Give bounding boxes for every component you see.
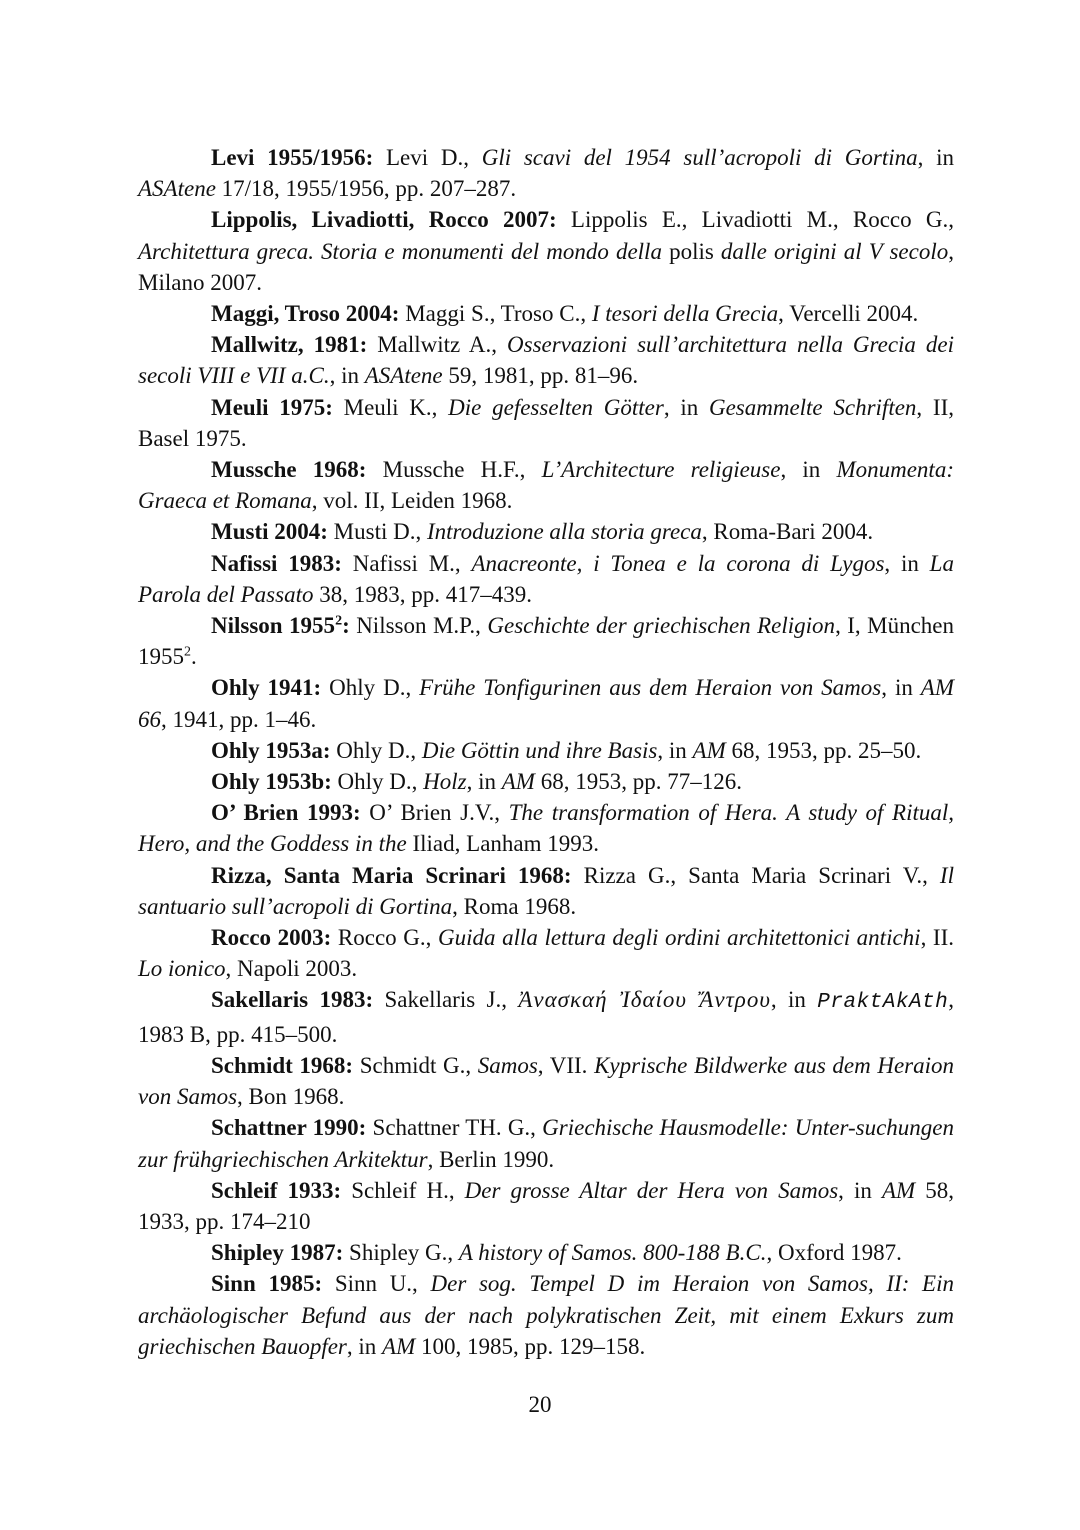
entry-text: , in xyxy=(657,737,693,763)
entry-title: Holz xyxy=(423,769,467,795)
bibliography-entry xyxy=(138,548,954,610)
entry-title: Introduzione alla storia greca xyxy=(426,519,702,545)
entry-text: , in xyxy=(881,675,921,701)
entry-text: , Vercelli 2004. xyxy=(778,301,919,327)
entry-key xyxy=(211,207,557,232)
entry-key xyxy=(211,551,342,576)
bibliography-entry xyxy=(138,1112,954,1174)
page-number: 20 xyxy=(528,1392,552,1417)
entry-text: Sinn U., xyxy=(322,1271,431,1297)
entry-key-text: Schattner 1990: xyxy=(211,1115,367,1141)
entry-key xyxy=(211,1053,353,1078)
entry-title: I tesori della Grecia xyxy=(591,301,779,327)
entry-title: The transformation of Hera. A study of Ritual, Hero, and the Goddess in the xyxy=(138,800,954,857)
entry-title: PraktAkAth xyxy=(817,991,949,1015)
entry-title: Der sog. Tempel D im Heraion von Samos, II: Ein archäologischer Befund aus der nach polykratischen Zeit, mit einem Exkurs zum griechischen Bauopfer xyxy=(138,1271,954,1359)
entry-key-text: Lippolis, Livadiotti, Rocco 2007: xyxy=(211,207,557,233)
entry-superscript: 2 xyxy=(184,644,191,660)
bibliography-entry xyxy=(138,860,954,922)
entry-text: , Napoli 2003. xyxy=(225,956,358,982)
entry-text: 68, 1953, pp. 25–50. xyxy=(725,737,922,763)
entry-key-text: Ohly 1941: xyxy=(211,675,322,701)
entry-text: , I, München 1955 xyxy=(138,613,955,670)
entry-title: AM xyxy=(501,769,535,795)
entry-key xyxy=(211,332,367,357)
entry-key xyxy=(211,301,399,326)
entry-text: , II, Basel 1975. xyxy=(138,394,954,451)
entry-title: Anacreonte, i Tonea e la corona di Lygos xyxy=(471,550,885,576)
entry-text: Ohly D., xyxy=(321,675,420,701)
entry-text: , Bon 1968. xyxy=(237,1084,345,1110)
bibliography-entry xyxy=(138,610,954,672)
entry-text: , in xyxy=(780,457,837,483)
entry-text: , in xyxy=(838,1177,882,1203)
entry-key xyxy=(211,1240,343,1265)
entry-key-text: Sinn 1985: xyxy=(211,1271,323,1297)
entry-key xyxy=(211,800,361,825)
bibliography-entry xyxy=(138,329,954,391)
entry-text: Sakellaris J., xyxy=(373,987,519,1013)
entry-text: , Roma 1968. xyxy=(452,893,577,919)
entry-text: 59, 1981, pp. 81–96. xyxy=(442,363,639,389)
entry-title: Samos xyxy=(477,1052,538,1078)
entry-text: , Roma-Bari 2004. xyxy=(701,519,874,545)
entry-text: , in xyxy=(663,394,709,420)
entry-text: O’ Brien J.V., xyxy=(360,800,509,826)
entry-key xyxy=(211,1271,322,1296)
entry-text: Nafissi M., xyxy=(341,550,472,576)
entry-key-text: Ohly 1953b: xyxy=(211,769,332,795)
entry-text: Rocco G., xyxy=(331,925,438,951)
entry-text: Schattner TH. G., xyxy=(366,1115,543,1141)
entry-title: ASAtene xyxy=(138,176,216,202)
entry-title: Geschichte der griechischen Religion xyxy=(487,613,836,639)
bibliography-entry xyxy=(138,1268,954,1362)
entry-text: , in xyxy=(770,987,818,1013)
bibliography-entry xyxy=(138,454,954,516)
entry-key xyxy=(211,675,321,700)
entry-title: ASAtene xyxy=(364,363,443,389)
bibliography-entry xyxy=(138,672,954,734)
entry-title: Monumenta: Graeca et Romana xyxy=(138,457,954,514)
entry-text: , in xyxy=(329,363,365,389)
entry-text: , 1941, pp. 1–46. xyxy=(161,706,317,732)
entry-key-text: Sakellaris 1983: xyxy=(211,987,374,1013)
entry-key-text: Mallwitz, 1981: xyxy=(211,332,368,358)
bibliography-entry xyxy=(138,766,954,797)
entry-key xyxy=(211,613,350,638)
entry-title: Die Göttin und ihre Basis xyxy=(421,737,658,763)
entry-key-text: Levi 1955/1956: xyxy=(211,145,374,170)
entry-title: Guida alla lettura degli ordini architettonici antichi xyxy=(438,925,921,951)
bibliography-entry xyxy=(138,516,954,547)
entry-key xyxy=(211,863,572,888)
entry-key-text: Meuli 1975: xyxy=(211,394,333,420)
entry-text: , in xyxy=(884,550,930,576)
entry-text: Schleif H., xyxy=(341,1177,465,1203)
entry-title: Ἀνασκαή Ἰδαίου Ἄντρου xyxy=(518,987,771,1013)
entry-key-superscript: 2 xyxy=(335,613,343,629)
bibliography-entry xyxy=(138,1237,954,1268)
entry-key xyxy=(211,1178,341,1203)
bibliography-entry xyxy=(138,298,954,329)
entry-text: , 1983 B, pp. 415–500. xyxy=(138,987,955,1047)
entry-title: Osservazioni sull’architettura nella Grecia dei secoli VIII e VII a.C. xyxy=(138,332,954,389)
entry-key-text: Rizza, Santa Maria Scrinari 1968: xyxy=(211,862,572,888)
entry-text: Iliad xyxy=(412,831,455,857)
entry-text: , vol. II, Leiden 1968. xyxy=(311,488,513,514)
entry-title: L’Architecture religieuse xyxy=(541,457,781,483)
entry-key-colon: : xyxy=(342,613,350,639)
entry-title: Gli scavi del 1954 sull’acropoli di Gortina xyxy=(481,145,918,170)
entry-text: 58, 1933, pp. 174–210 xyxy=(138,1177,955,1234)
entry-key-text: Nilsson 1955 xyxy=(211,613,336,639)
entry-title: La Parola del Passato xyxy=(138,550,954,607)
entry-key xyxy=(211,987,373,1012)
entry-text: Mallwitz A., xyxy=(367,332,508,358)
entry-key-text: Shipley 1987: xyxy=(211,1240,344,1266)
entry-text: Shipley G., xyxy=(343,1240,459,1266)
bibliography-entry xyxy=(138,1050,954,1112)
entry-title: Il santuario sull’acropoli di Gortina xyxy=(138,862,954,919)
entry-text: 68, 1953, pp. 77–126. xyxy=(534,769,742,795)
entry-text: Nilsson M.P., xyxy=(349,613,488,639)
bibliography-entry xyxy=(138,922,954,984)
entry-key xyxy=(211,519,328,544)
entry-title: Lo ionico xyxy=(138,956,226,982)
entry-key xyxy=(211,1115,366,1140)
bibliography-entry xyxy=(138,797,954,859)
entry-text: , in xyxy=(466,769,502,795)
entry-title: Frühe Tonfigurinen aus dem Heraion von Samos xyxy=(419,675,882,701)
entry-key-text: Rocco 2003: xyxy=(211,925,332,951)
bibliography-entry xyxy=(138,392,954,454)
entry-text: Levi D., xyxy=(373,145,482,170)
entry-key-text: Ohly 1953a: xyxy=(211,737,331,763)
bibliography-list xyxy=(138,142,954,1362)
bibliography-entry xyxy=(138,142,954,204)
entry-title: AM xyxy=(382,1333,416,1359)
entry-title: A history of Samos. 800-188 B.C. xyxy=(458,1240,767,1266)
entry-title: AM xyxy=(692,737,726,763)
entry-key-text: Mussche 1968: xyxy=(211,457,367,483)
entry-key-text: Maggi, Troso 2004: xyxy=(211,301,400,327)
entry-text: Musti D., xyxy=(327,519,427,545)
entry-text: Ohly D., xyxy=(330,737,422,763)
entry-text: Mussche H.F., xyxy=(366,457,542,483)
entry-title: dalle origini al V secolo xyxy=(713,238,949,264)
entry-title: Architettura greca. Storia e monumenti del mondo della xyxy=(138,238,670,264)
entry-title: Kyprische Bildwerke aus dem Heraion von Samos xyxy=(138,1052,954,1110)
entry-text: , in xyxy=(346,1333,383,1359)
entry-text: , Oxford 1987. xyxy=(766,1240,902,1266)
bibliography-entry xyxy=(138,984,954,1049)
entry-title: AM 66 xyxy=(138,675,955,732)
entry-text: , Lanham 1993. xyxy=(454,831,599,857)
entry-text: , Berlin 1990. xyxy=(427,1146,555,1172)
bibliography-entry xyxy=(138,735,954,766)
bibliography-entry xyxy=(138,204,954,298)
entry-title: Gesammelte Schriften xyxy=(708,394,917,420)
entry-key-text: O’ Brien 1993: xyxy=(211,800,361,826)
entry-text: 38, 1983, pp. 417–439. xyxy=(313,581,532,607)
entry-key xyxy=(211,395,333,420)
entry-key-text: Nafissi 1983: xyxy=(211,550,342,576)
entry-text: , VII. xyxy=(537,1052,595,1078)
entry-key-text: Schleif 1933: xyxy=(211,1177,342,1203)
entry-text: Meuli K., xyxy=(332,394,449,420)
entry-key xyxy=(211,145,373,170)
entry-key xyxy=(211,457,366,482)
entry-key-text: Musti 2004: xyxy=(211,519,328,545)
entry-text: , II. xyxy=(920,925,955,951)
entry-text: 17/18, 1955/1956, pp. 207–287. xyxy=(215,176,517,202)
entry-title: Die gefesselten Götter xyxy=(448,394,664,420)
entry-text: Schmidt G., xyxy=(353,1052,478,1078)
entry-text: , in xyxy=(917,145,954,170)
entry-text: Lippolis E., Livadiotti M., Rocco G., xyxy=(556,207,954,233)
entry-text: , Milano 2007. xyxy=(138,238,954,295)
entry-key xyxy=(211,738,330,763)
entry-title: AM xyxy=(881,1177,916,1203)
entry-text: polis xyxy=(669,238,714,264)
bibliography-entry xyxy=(138,1175,954,1237)
entry-key xyxy=(211,925,331,950)
entry-text: 100, 1985, pp. 129–158. xyxy=(415,1333,646,1359)
entry-text: Rizza G., Santa Maria Scrinari V., xyxy=(571,862,940,888)
entry-text: . xyxy=(191,644,197,670)
entry-text: Maggi S., Troso C., xyxy=(399,301,592,327)
entry-text: Ohly D., xyxy=(331,769,424,795)
entry-title: Der grosse Altar der Hera von Samos xyxy=(464,1177,839,1203)
entry-title: Griechische Hausmodelle: Unter-suchungen zur frühgriechischen Arkitektur xyxy=(138,1115,955,1172)
entry-key xyxy=(211,769,332,794)
entry-key-text: Schmidt 1968: xyxy=(211,1052,354,1078)
